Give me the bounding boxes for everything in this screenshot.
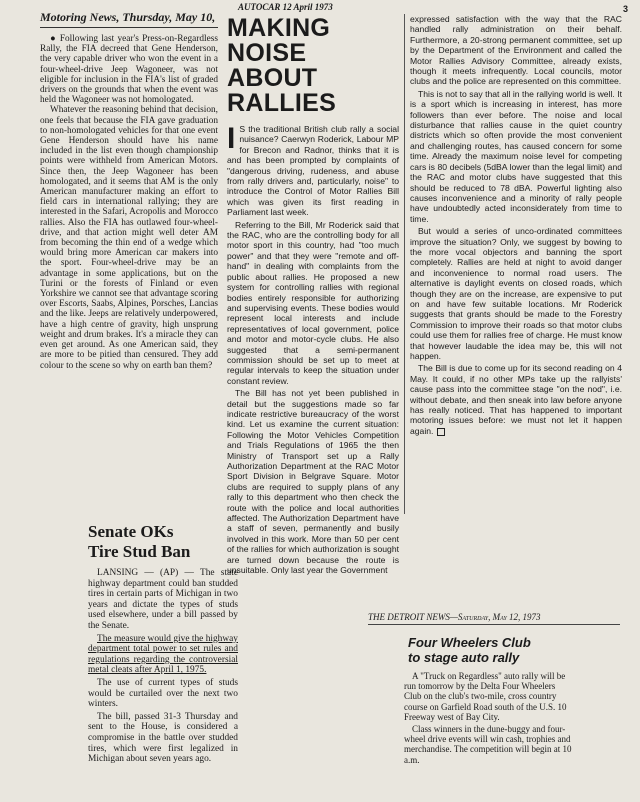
drop-cap: I: [227, 122, 236, 155]
masthead: Motoring News, Thursday, May 10,: [40, 10, 218, 28]
paragraph: A "Truck on Regardless" auto rally will be run tomorrow by the Delta Four Wheelers Club on the club's two-mile, cross country course on Garfield Road south of the U.S. 10 Freeway west of Bay City.: [404, 671, 567, 722]
paragraph: [410, 363, 622, 436]
clipping-body: [404, 671, 574, 765]
headline-line: ABOUT RALLIES: [227, 64, 337, 117]
headline-line: MAKING NOISE: [227, 14, 331, 67]
clipping-body: [88, 568, 238, 765]
publication-date: —Saturday, May 12, 1973: [449, 612, 541, 622]
clipping-headline: [88, 522, 238, 562]
paragraph: The use of current types of studs would be curtailed over the next two winters.: [88, 677, 238, 710]
headline-line: Senate OKs: [88, 522, 174, 541]
detroit-news-clipping: [368, 612, 620, 802]
paragraph: Class winners in the dune-buggy and four-wheel drive events will win cash, trophies and merchandise. The competition will begin at 10 a.m.: [404, 724, 572, 765]
main-article-left-column: [227, 10, 399, 576]
paragraph: Whatever the reasoning behind that decision, one feels that because the FIA gave graduation to non-homologated vehicles for that one event Gene Henderson should have his name included in the list even though championship points were withheld from American Motors. Since then, the Jeep Wagoneer has been homologated, and it seems that AM is the only American manufacturer making an effort to field cars in international rallying; they are interested in the Safari, Acropolis and Morocco rallies. Also the FIA has outlawed four-wheel-drive, and that action might well deter AM from becoming the thin end of a wedge which would bring more American car makers into the sport. Four-wheel-drive may be an advantage in some applications, but on the Turini or the forests of Finland or even Yorkshire we cannot see that advantage scoring over Escorts, Saabs, Alpines, Porsches, Lancias and the like. Jeeps are relatively underpowered, have a high centre of gravity, high unsprung weight and drum brakes. It's a miracle they can even get around. As one American said, they are more to be pitied than censured. They add colour to the scene so why on earth ban them?: [40, 105, 218, 371]
clipping-body: [40, 34, 218, 371]
headline-line: Tire Stud Ban: [88, 542, 191, 561]
dateline: [368, 612, 620, 625]
paragraph: The measure would give the highway department total power to set rules and regulations regarding the controversial metal cleats after April 1, 1975.: [88, 633, 238, 676]
end-mark-icon: [437, 428, 445, 436]
paragraph-text: S the traditional British club rally a social nuisance? Caerwyn Roderick, Labour MP for Brecon and Radnor, thinks that it is and has been prompted by complaints of "dangerous driving, rudeness, and abuse from rally drivers and, particularly, noise" to introduce the Control of Motor Rallies Bill which was given its first reading in Parliament last week.: [227, 124, 399, 218]
paragraph: The Bill has not yet been published in detail but the suggestions made so far indicate restrictive bureaucracy of the worst kind. Let us examine the current situation: Following the Motor Vehicles Competition and Trials Regulations of 1965 the then Ministry of Transport set up a Rally Authorization Department at the RAC Motor Sport Division in Belgrave Square. Motor clubs are required to supply plans of any rally to this department who then check the route with the police and local authorities affected. The Authorization Department have a staff of seven, permanently and busily involved in this work. More than 50 per cent of the rallies for which authorization is sought are turned down because the route is unsuitable. Only last year the Government: [227, 388, 399, 576]
paragraph: The bill, passed 31-3 Thursday and sent to the House, is considered a compromise in the battle over studded tires, which were first legalized in Michigan about seven years ago.: [88, 711, 238, 765]
tire-stud-ban-clipping: [88, 522, 238, 802]
paragraph: expressed satisfaction with the way that the RAC handled rally administration on their behalf. Furthermore, a 20-strong permanent committee, set up by the Department of the Environment and called the Motor Rallies Advisory Committee, already exists, though it meets infrequently. Local councils, motor clubs and the police are represented on this committee.: [410, 14, 622, 87]
page-number: 3: [622, 4, 628, 14]
headline-line: Four Wheelers Club: [408, 635, 531, 650]
motoring-news-clipping: [40, 10, 218, 452]
article-body-continued: [410, 14, 622, 436]
paragraph: But would a series of unco-ordinated committees improve the situation? Only, we suggest by bowing to the more vocal objectors and banning the sport completely. Rallies are held at night to avoid danger and inconvenience to normal road users. The alternative is daylight events on closed roads, which though they are on the increase, are expensive to put on and have few suitable locations. Mr Roderick suggests that grants should be made to the Forestry Commission to improve their roads so that motor clubs could use them for rallies free of charge. He must know that however laudable the idea may be, this will not happen.: [410, 226, 622, 361]
newspaper-name: THE DETROIT NEWS: [368, 612, 450, 622]
publication-header: AUTOCAR 12 April 1973: [238, 2, 333, 12]
main-article-right-column: [410, 14, 622, 514]
paragraph: This is not to say that all in the rallying world is well. It is a sport which is increasing in interest, has more followers than ever before. The noise and local disturbance that rallies cause in the quiet country districts which so often provide the most convenient and challenging routes, has caused concern for some time. Already the maximum noise level for competing cars is 80 decibels (5dBA lower than the legal limit) and the RAC and motor clubs have suggested that this should be reduced to 78 dBA. Powerful lighting also causes inconvenience and a minority of rally people have undoubtedly acted inconsiderately from time to time.: [410, 88, 622, 224]
column-rule: [404, 14, 405, 514]
article-headline: [227, 16, 399, 116]
paragraph-text: The Bill is due to come up for its second reading on 4 May. It could, if no other MPs take up the rallyists' cause pass into the committee stage "on the nod", i.e. without debate, and then sneak into law before anyone has really noticed. That has happened to important motoring issues before: we must not let it happen again.: [410, 363, 622, 436]
clipping-headline: [408, 635, 620, 665]
paragraph: Referring to the Bill, Mr Roderick said that the RAC, who are the controlling body for all motor sport in this country, had "too much power" and that they were "remote and off-hand" in dealing with complaints from the public about rallies. He proposed a new system for controlling rallies with regional bodies entirely responsible for authorizing and supervising events. These bodies would represent local interests and include representatives of local government, police and motor and motor-cycle clubs. He also suggested that a semi-permanent commission should be set up to meet at regular intervals to keep the situation under constant review.: [227, 219, 399, 386]
paragraph: LANSING — (AP) — The state highway department could ban studded tires in certain parts of Michigan in two years and dictate the types of studs used elsewhere, under a bill passed by the Senate.: [88, 568, 238, 631]
article-body: [227, 124, 399, 575]
paragraph: [227, 124, 399, 218]
paragraph: ● Following last year's Press-on-Regardless Rally, the FIA decreed that Gene Henderson, the very capable driver who won the event in a four-wheel-drive Jeep Wagoneer, was not eligible for inclusion in the FIA's list of graded drivers on the grounds that when the event was held the Wagoneer was not homologated.: [40, 34, 218, 106]
headline-line: to stage auto rally: [408, 650, 520, 665]
